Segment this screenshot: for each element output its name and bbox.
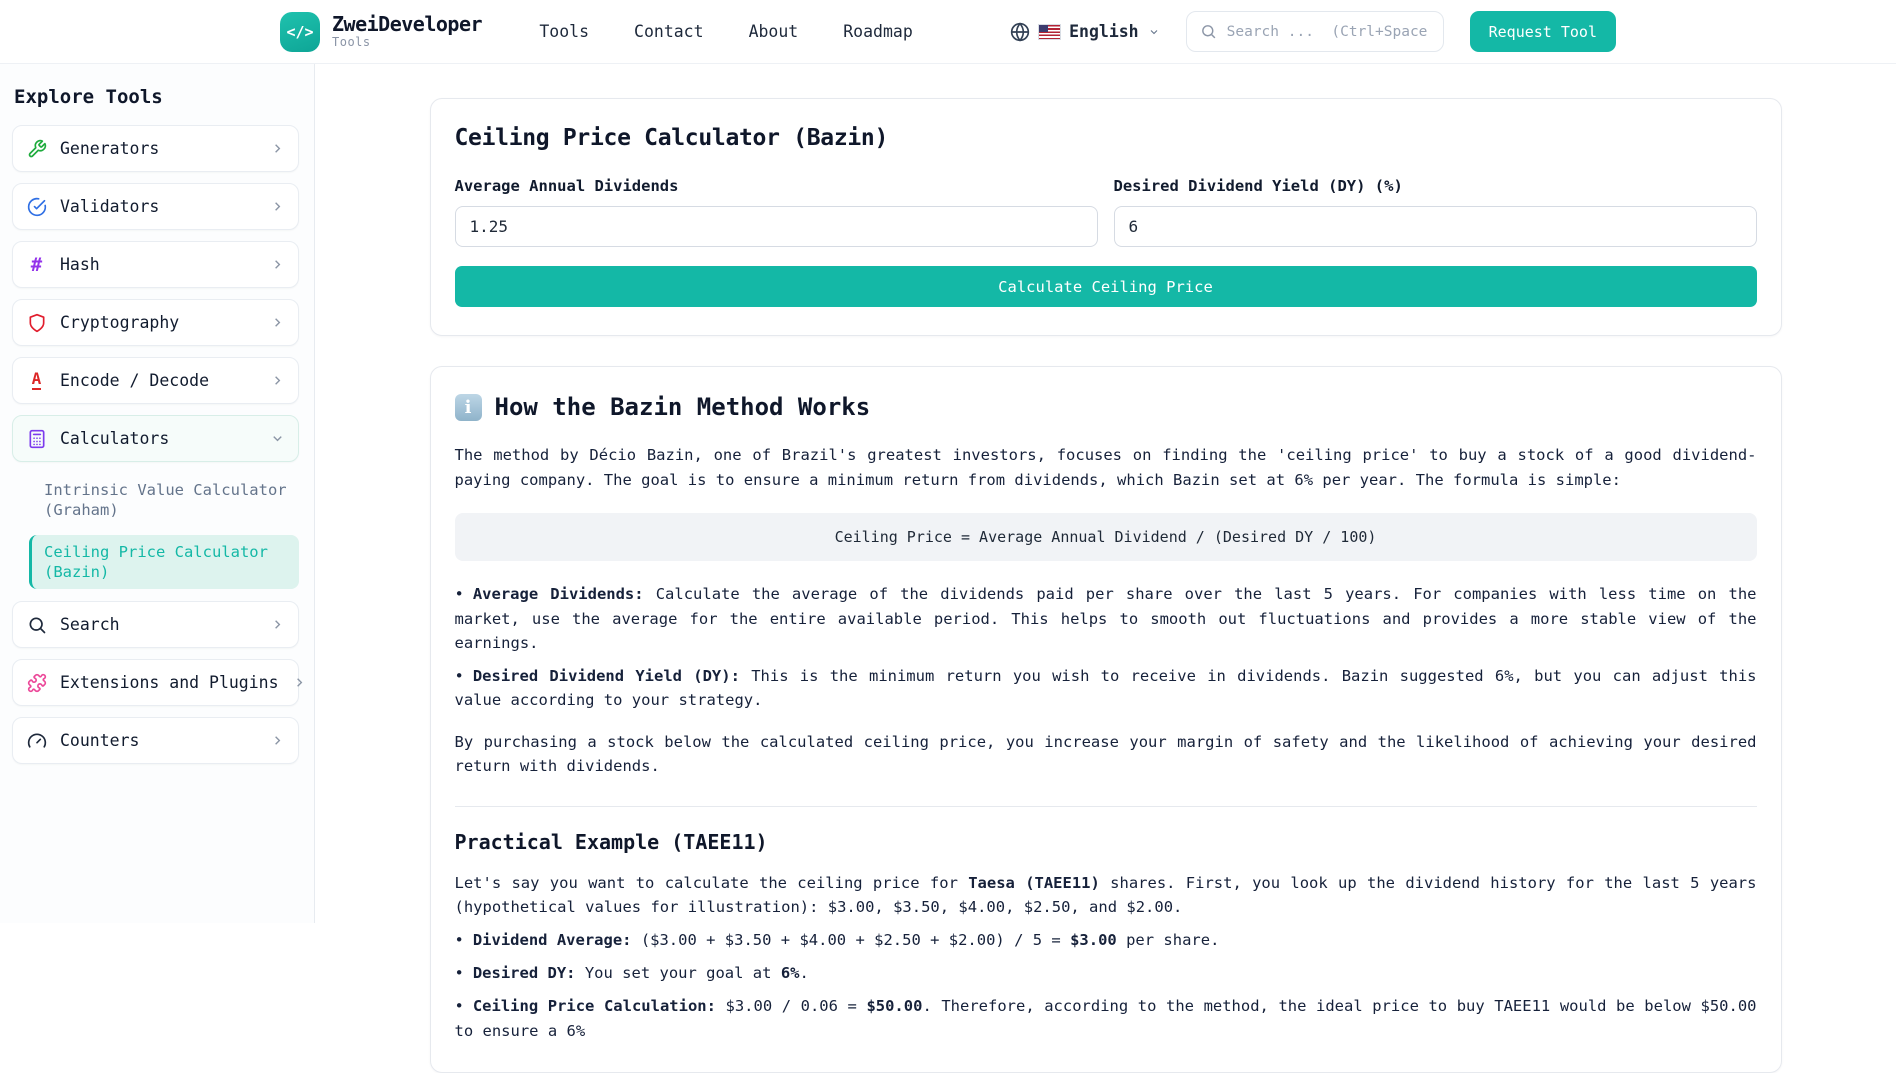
info-title: i How the Bazin Method Works <box>455 393 1757 421</box>
example-bullet-ceiling-price-calculation: • Ceiling Price Calculation: $3.00 / 0.06 = $50.00. Therefore, according to the method, the ideal price to buy TAEE11 would be below $50.00 to ensure a 6% <box>454 996 1757 1040</box>
chevron-right-icon <box>270 257 285 272</box>
sidebar-item-extensions-plugins[interactable] <box>12 659 299 706</box>
example-bullet-dividend-average: • Dividend Average: ($3.00 + $3.50 + $4.00 + $2.50 + $2.00) / 5 = $3.00 per share. <box>454 930 1220 949</box>
brand-logo[interactable] <box>280 12 482 52</box>
example-title: Practical Example (TAEE11) <box>454 829 768 854</box>
letter-a-underline-icon: A <box>31 369 42 388</box>
code-icon: </> <box>280 12 320 52</box>
info-card <box>430 366 1782 1073</box>
check-circle-icon <box>26 197 47 217</box>
nav-tools[interactable]: Tools <box>539 22 590 41</box>
gauge-icon <box>26 731 47 751</box>
divider <box>455 806 1757 807</box>
sidebar-item-label: Cryptography <box>60 313 180 332</box>
language-selector[interactable] <box>1010 22 1160 42</box>
request-tool-button[interactable]: Request Tool <box>1470 11 1616 52</box>
sidebar-item-label: Calculators <box>60 429 170 448</box>
sidebar-item-label: Counters <box>60 731 140 750</box>
sidebar-subitem-intrinsic-value-calculator[interactable]: Intrinsic Value Calculator (Graham) <box>44 481 287 519</box>
sidebar <box>0 64 315 923</box>
bullet-icon: • <box>454 930 464 949</box>
calculate-ceiling-price-button[interactable]: Calculate Ceiling Price <box>455 266 1757 307</box>
nav-about[interactable]: About <box>748 22 799 41</box>
chevron-right-icon <box>270 617 285 632</box>
main-nav <box>539 22 912 41</box>
chevron-down-icon <box>1148 26 1160 38</box>
puzzle-icon <box>26 673 47 693</box>
language-label: English <box>1069 22 1139 41</box>
search-icon <box>26 615 47 635</box>
brand-subtitle: Tools <box>332 35 371 49</box>
sidebar-item-label: Encode / Decode <box>60 371 210 390</box>
average-dividends-label: Average Annual Dividends <box>454 177 679 195</box>
calculator-card <box>430 98 1782 336</box>
chevron-right-icon <box>270 199 285 214</box>
sidebar-item-search[interactable] <box>12 601 299 648</box>
info-closing: By purchasing a stock below the calculated ceiling price, you increase your margin of safety and the likelihood of achieving your desired return with dividends. <box>454 732 1757 775</box>
sidebar-item-label: Validators <box>60 197 160 216</box>
hash-icon: # <box>30 253 43 276</box>
sidebar-heading: Explore Tools <box>14 86 163 108</box>
search-icon <box>1200 23 1217 40</box>
sidebar-item-encode-decode[interactable] <box>12 357 299 404</box>
sidebar-subitem-ceiling-price-calculator[interactable]: Ceiling Price Calculator (Bazin) <box>29 535 299 589</box>
wrench-icon <box>26 139 47 159</box>
page-title: Ceiling Price Calculator (Bazin) <box>454 125 889 151</box>
formula-box: Ceiling Price = Average Annual Dividend / (Desired DY / 100) <box>455 513 1757 561</box>
average-dividends-input[interactable] <box>455 206 1098 247</box>
sidebar-item-generators[interactable] <box>12 125 299 172</box>
chevron-right-icon <box>270 733 285 748</box>
sidebar-item-hash[interactable] <box>12 241 299 288</box>
search-input[interactable] <box>1227 24 1430 40</box>
global-search[interactable] <box>1186 11 1444 52</box>
chevron-down-icon <box>270 431 285 446</box>
us-flag-icon <box>1039 25 1060 39</box>
bullet-icon: • <box>454 585 464 603</box>
sidebar-item-validators[interactable] <box>12 183 299 230</box>
chevron-right-icon <box>270 141 285 156</box>
shield-icon <box>26 313 47 333</box>
info-intro: The method by Décio Bazin, one of Brazil's greatest investors, focuses on finding the 'ceiling price' to buy a stock of a good dividend-paying company. The goal is to ensure a minimum return from dividends, which Bazin set at 6% per year. The formula is simple: <box>454 446 1757 489</box>
chevron-right-icon <box>270 373 285 388</box>
sidebar-item-label: Hash <box>60 255 100 274</box>
top-header <box>0 0 1896 64</box>
brand-name: ZweiDeveloper <box>332 12 483 36</box>
bullet-icon: • <box>454 666 464 685</box>
nav-roadmap[interactable]: Roadmap <box>843 22 913 41</box>
globe-icon <box>1010 22 1030 42</box>
sidebar-item-label: Generators <box>60 139 160 158</box>
desired-dy-label: Desired Dividend Yield (DY) (%) <box>1113 177 1403 195</box>
chevron-right-icon <box>292 675 307 690</box>
sidebar-item-counters[interactable] <box>12 717 299 764</box>
chevron-right-icon <box>270 315 285 330</box>
calculator-icon <box>26 429 47 449</box>
sidebar-item-calculators[interactable] <box>12 415 299 462</box>
sidebar-item-label: Search <box>60 615 120 634</box>
info-icon: i <box>455 394 482 421</box>
bullet-average-dividends: • Average Dividends: Calculate the average of the dividends paid per share over the last 5 years. For companies with less time on the market, use the average for the entire available period. This helps to smooth out fluctuations and provides a more stable view of the earnings. <box>454 585 1757 652</box>
bullet-icon: • <box>454 996 464 1015</box>
bullet-desired-dy: • Desired Dividend Yield (DY): This is the minimum return you wish to receive in dividends. Bazin suggested 6%, but you can adjust this value according to your strategy. <box>454 666 1757 709</box>
bullet-icon: • <box>454 963 464 982</box>
desired-dy-input[interactable] <box>1114 206 1757 247</box>
sidebar-item-cryptography[interactable] <box>12 299 299 346</box>
example-bullet-desired-dy: • Desired DY: You set your goal at 6%. <box>454 963 809 982</box>
example-intro: Let's say you want to calculate the ceiling price for Taesa (TAEE11) shares. First, you look up the dividend history for the last 5 years (hypothetical values for illustration): $3.00, $3.50, $4.00, $2.50, and $2.00. <box>454 873 1757 916</box>
main-content <box>315 64 1896 1040</box>
sidebar-item-label: Extensions and Plugins <box>60 673 279 692</box>
nav-contact[interactable]: Contact <box>634 22 704 41</box>
